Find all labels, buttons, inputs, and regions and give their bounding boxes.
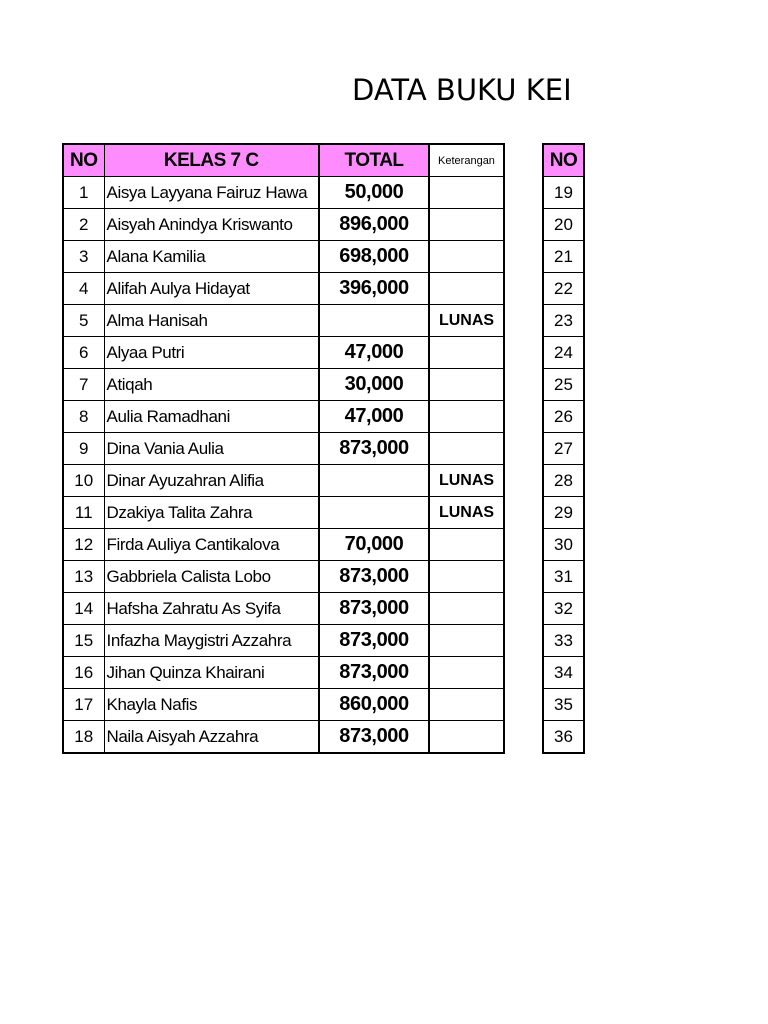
student-name-cell[interactable]: Aisyah Anindya Kriswanto — [104, 209, 319, 241]
row-number-cell[interactable]: 11 — [63, 497, 104, 529]
total-cell[interactable]: 50,000 — [319, 177, 429, 209]
student-name-cell[interactable]: Alana Kamilia — [104, 241, 319, 273]
row-number-cell[interactable]: 15 — [63, 625, 104, 657]
keterangan-cell[interactable] — [429, 529, 504, 561]
side-table-row — [543, 497, 584, 529]
total-cell[interactable] — [319, 465, 429, 497]
side-table-row — [543, 465, 584, 497]
row-number-cell[interactable]: 2 — [63, 209, 104, 241]
student-name-cell[interactable]: Jihan Quinza Khairani — [104, 657, 319, 689]
row-number-cell[interactable]: 7 — [63, 369, 104, 401]
side-row-number-cell[interactable]: 20 — [543, 209, 584, 241]
side-row-number-cell[interactable]: 21 — [543, 241, 584, 273]
side-row-number-cell[interactable]: 27 — [543, 433, 584, 465]
student-name-cell[interactable]: Alma Hanisah — [104, 305, 319, 337]
side-table-row — [543, 369, 584, 401]
side-table-row — [543, 305, 584, 337]
row-number-cell[interactable]: 14 — [63, 593, 104, 625]
side-table-row — [543, 273, 584, 305]
main-table-body — [63, 177, 504, 754]
row-number-cell[interactable]: 6 — [63, 337, 104, 369]
keterangan-cell[interactable] — [429, 657, 504, 689]
row-number-cell[interactable]: 18 — [63, 721, 104, 754]
row-number-cell[interactable]: 10 — [63, 465, 104, 497]
table-row — [63, 465, 504, 497]
table-row — [63, 177, 504, 209]
side-row-number-cell[interactable]: 34 — [543, 657, 584, 689]
student-name-cell[interactable]: Dzakiya Talita Zahra — [104, 497, 319, 529]
side-table-row — [543, 401, 584, 433]
keterangan-cell[interactable]: LUNAS — [429, 465, 504, 497]
keterangan-cell[interactable] — [429, 721, 504, 754]
side-table-row — [543, 593, 584, 625]
student-name-cell[interactable]: Alyaa Putri — [104, 337, 319, 369]
keterangan-cell[interactable] — [429, 593, 504, 625]
row-number-cell[interactable]: 5 — [63, 305, 104, 337]
header-keterangan[interactable]: Keterangan — [429, 144, 504, 177]
student-name-cell[interactable]: Dina Vania Aulia — [104, 433, 319, 465]
keterangan-cell[interactable] — [429, 273, 504, 305]
table-row — [63, 241, 504, 273]
side-table-row — [543, 209, 584, 241]
student-name-cell[interactable]: Gabbriela Calista Lobo — [104, 561, 319, 593]
table-row — [63, 401, 504, 433]
total-cell[interactable]: 47,000 — [319, 337, 429, 369]
main-table — [62, 143, 505, 754]
table-row — [63, 721, 504, 754]
table-row — [63, 209, 504, 241]
side-header-row — [543, 144, 584, 177]
row-number-cell[interactable]: 3 — [63, 241, 104, 273]
side-table-row — [543, 561, 584, 593]
side-header-no[interactable]: NO — [543, 144, 584, 177]
total-cell[interactable]: 860,000 — [319, 689, 429, 721]
side-table-row — [543, 625, 584, 657]
row-number-cell[interactable]: 8 — [63, 401, 104, 433]
keterangan-cell[interactable] — [429, 689, 504, 721]
table-row — [63, 561, 504, 593]
side-table-row — [543, 241, 584, 273]
page-title: DATA BUKU KEI — [352, 73, 572, 107]
row-number-cell[interactable]: 4 — [63, 273, 104, 305]
total-cell[interactable]: 873,000 — [319, 625, 429, 657]
side-table-row — [543, 177, 584, 209]
row-number-cell[interactable]: 17 — [63, 689, 104, 721]
table-row — [63, 625, 504, 657]
row-number-cell[interactable]: 9 — [63, 433, 104, 465]
side-row-number-cell[interactable]: 33 — [543, 625, 584, 657]
student-name-cell[interactable]: Khayla Nafis — [104, 689, 319, 721]
table-row — [63, 689, 504, 721]
total-cell[interactable]: 896,000 — [319, 209, 429, 241]
side-row-number-cell[interactable]: 31 — [543, 561, 584, 593]
total-cell[interactable]: 873,000 — [319, 433, 429, 465]
side-row-number-cell[interactable]: 36 — [543, 721, 584, 754]
side-table-row — [543, 657, 584, 689]
table-row — [63, 529, 504, 561]
total-cell[interactable]: 873,000 — [319, 721, 429, 754]
side-row-number-cell[interactable]: 23 — [543, 305, 584, 337]
side-row-number-cell[interactable]: 22 — [543, 273, 584, 305]
side-table — [542, 143, 585, 754]
total-cell[interactable] — [319, 497, 429, 529]
side-table-row — [543, 689, 584, 721]
side-table-row — [543, 529, 584, 561]
keterangan-cell[interactable] — [429, 401, 504, 433]
table-row — [63, 657, 504, 689]
keterangan-cell[interactable]: LUNAS — [429, 305, 504, 337]
table-row — [63, 369, 504, 401]
table-row — [63, 305, 504, 337]
keterangan-cell[interactable] — [429, 433, 504, 465]
keterangan-cell[interactable] — [429, 177, 504, 209]
side-table-row — [543, 721, 584, 754]
table-row — [63, 593, 504, 625]
side-table-row — [543, 337, 584, 369]
keterangan-cell[interactable] — [429, 209, 504, 241]
total-cell[interactable] — [319, 305, 429, 337]
total-cell[interactable]: 873,000 — [319, 593, 429, 625]
table-row — [63, 273, 504, 305]
student-name-cell[interactable]: Atiqah — [104, 369, 319, 401]
side-row-number-cell[interactable]: 24 — [543, 337, 584, 369]
keterangan-cell[interactable] — [429, 561, 504, 593]
side-row-number-cell[interactable]: 19 — [543, 177, 584, 209]
keterangan-cell[interactable]: LUNAS — [429, 497, 504, 529]
row-number-cell[interactable]: 16 — [63, 657, 104, 689]
total-cell[interactable]: 70,000 — [319, 529, 429, 561]
header-row — [63, 144, 504, 177]
table-row — [63, 337, 504, 369]
total-cell[interactable]: 30,000 — [319, 369, 429, 401]
side-row-number-cell[interactable]: 25 — [543, 369, 584, 401]
table-row — [63, 497, 504, 529]
student-name-cell[interactable]: Naila Aisyah Azzahra — [104, 721, 319, 754]
total-cell[interactable]: 873,000 — [319, 561, 429, 593]
student-name-cell[interactable]: Dinar Ayuzahran Alifia — [104, 465, 319, 497]
side-row-number-cell[interactable]: 29 — [543, 497, 584, 529]
side-row-number-cell[interactable]: 32 — [543, 593, 584, 625]
total-cell[interactable]: 396,000 — [319, 273, 429, 305]
header-kelas[interactable]: KELAS 7 C — [104, 144, 319, 177]
side-row-number-cell[interactable]: 35 — [543, 689, 584, 721]
keterangan-cell[interactable] — [429, 625, 504, 657]
student-name-cell[interactable]: Aisya Layyana Fairuz Hawa — [104, 177, 319, 209]
keterangan-cell[interactable] — [429, 337, 504, 369]
total-cell[interactable]: 698,000 — [319, 241, 429, 273]
total-cell[interactable]: 47,000 — [319, 401, 429, 433]
student-name-cell[interactable]: Hafsha Zahratu As Syifa — [104, 593, 319, 625]
side-table-row — [543, 433, 584, 465]
student-name-cell[interactable]: Firda Auliya Cantikalova — [104, 529, 319, 561]
student-name-cell[interactable]: Infazha Maygistri Azzahra — [104, 625, 319, 657]
row-number-cell[interactable]: 1 — [63, 177, 104, 209]
table-row — [63, 433, 504, 465]
keterangan-cell[interactable] — [429, 241, 504, 273]
header-total[interactable]: TOTAL — [319, 144, 429, 177]
side-row-number-cell[interactable]: 30 — [543, 529, 584, 561]
row-number-cell[interactable]: 13 — [63, 561, 104, 593]
side-row-number-cell[interactable]: 26 — [543, 401, 584, 433]
total-cell[interactable]: 873,000 — [319, 657, 429, 689]
side-table-body — [543, 177, 584, 754]
student-name-cell[interactable]: Aulia Ramadhani — [104, 401, 319, 433]
row-number-cell[interactable]: 12 — [63, 529, 104, 561]
keterangan-cell[interactable] — [429, 369, 504, 401]
header-no[interactable]: NO — [63, 144, 104, 177]
side-row-number-cell[interactable]: 28 — [543, 465, 584, 497]
student-name-cell[interactable]: Alifah Aulya Hidayat — [104, 273, 319, 305]
